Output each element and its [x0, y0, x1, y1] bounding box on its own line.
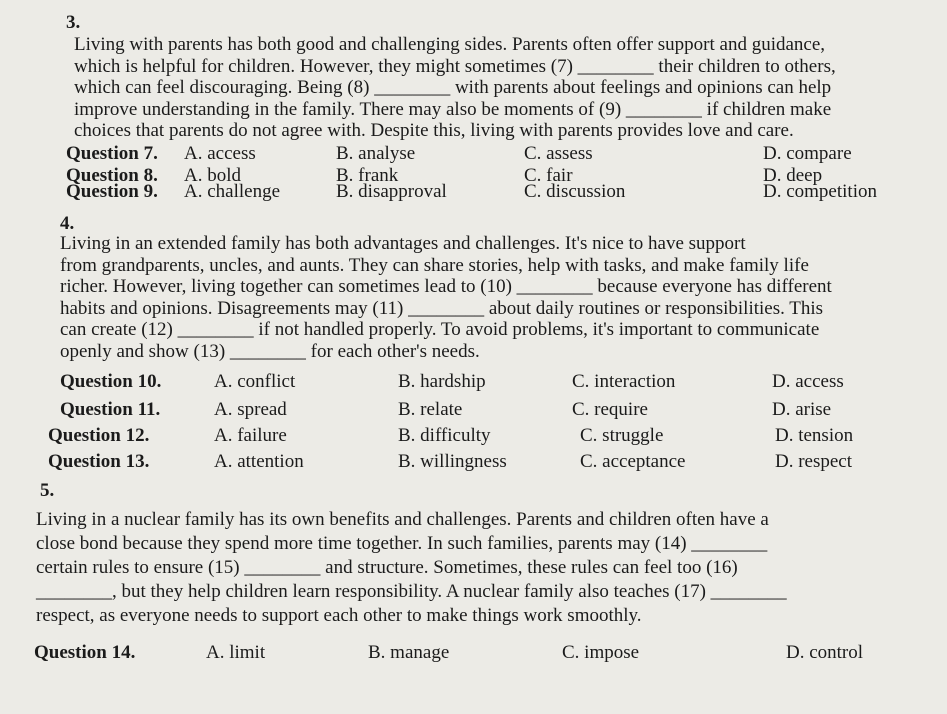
passage-line: Living with parents has both good and challenging sides. Parents often offer support and guidance,: [74, 34, 826, 55]
passage-line: ________, but they help children learn responsibility. A nuclear family also teaches (17) ________: [36, 581, 787, 602]
passage-line: habits and opinions. Disagreements may (11) ________ about daily routines or responsibilities. This: [60, 297, 824, 319]
option-a[interactable]: A. limit: [206, 642, 266, 663]
question-label: Question 10.: [60, 371, 162, 392]
passage-line: richer. However, living together can sometimes lead to (10) ________ because everyone has different: [60, 276, 832, 298]
option-b[interactable]: B. disapproval: [336, 181, 447, 202]
option-c[interactable]: C. interaction: [572, 371, 676, 392]
section-number: 5.: [40, 480, 55, 501]
passage-line: Living in an extended family has both advantages and challenges. It's nice to have support: [60, 233, 746, 254]
option-c[interactable]: C. discussion: [524, 181, 626, 202]
passage-line: respect, as everyone needs to support each other to make things work smoothly.: [36, 605, 642, 626]
option-b[interactable]: B. relate: [398, 399, 463, 420]
option-b[interactable]: B. willingness: [398, 451, 507, 472]
question-label: Question 9.: [66, 181, 158, 202]
option-d[interactable]: D. arise: [772, 399, 832, 420]
passage-5: [36, 508, 787, 628]
passage-line: choices that parents do not agree with. Despite this, living with parents provides love and care.: [74, 120, 794, 142]
passage-line: close bond because they spend more time together. In such families, parents may (14) ________: [36, 533, 768, 554]
question-label: Question 12.: [48, 425, 150, 446]
option-a[interactable]: A. challenge: [184, 181, 281, 202]
option-d[interactable]: D. competition: [763, 181, 877, 202]
option-a[interactable]: A. bold: [184, 165, 241, 186]
option-a[interactable]: A. attention: [214, 451, 304, 472]
option-b[interactable]: B. manage: [368, 642, 450, 663]
option-a[interactable]: A. spread: [214, 399, 287, 420]
option-d[interactable]: D. respect: [775, 451, 853, 472]
passage-4: [60, 233, 832, 363]
question-label: Question 11.: [60, 399, 161, 420]
option-c[interactable]: C. require: [572, 399, 648, 420]
option-a[interactable]: A. conflict: [214, 371, 296, 392]
passage-line: improve understanding in the family. There may also be moments of (9) ________ if children make: [74, 98, 832, 120]
option-a[interactable]: A. access: [184, 143, 256, 164]
question-label: Question 13.: [48, 451, 150, 472]
option-c[interactable]: C. impose: [562, 642, 640, 663]
option-c[interactable]: C. assess: [524, 143, 593, 164]
option-a[interactable]: A. failure: [214, 425, 287, 446]
option-c[interactable]: C. struggle: [580, 425, 664, 446]
option-b[interactable]: B. analyse: [336, 143, 416, 164]
option-b[interactable]: B. frank: [336, 165, 399, 186]
option-b[interactable]: B. hardship: [398, 371, 486, 392]
option-d[interactable]: D. control: [786, 642, 864, 663]
option-c[interactable]: C. fair: [524, 165, 573, 186]
passage-line: openly and show (13) ________ for each other's needs.: [60, 340, 480, 362]
option-d[interactable]: D. compare: [763, 143, 852, 164]
section-number: 3.: [66, 12, 81, 33]
option-d[interactable]: D. access: [772, 371, 844, 392]
option-d[interactable]: D. tension: [775, 425, 854, 446]
passage-line: certain rules to ensure (15) ________ and structure. Sometimes, these rules can feel too (16): [36, 557, 738, 578]
section-number: 4.: [60, 213, 75, 234]
option-b[interactable]: B. difficulty: [398, 425, 491, 446]
passage-line: can create (12) ________ if not handled properly. To avoid problems, it's important to communicate: [60, 319, 820, 341]
question-label: Question 14.: [34, 642, 136, 663]
passage-line: Living in a nuclear family has its own benefits and challenges. Parents and children often have a: [36, 509, 769, 530]
passage-line: from grandparents, uncles, and aunts. They can share stories, help with tasks, and make family life: [60, 254, 809, 276]
option-d[interactable]: D. deep: [763, 165, 823, 186]
passage-line: which can feel discouraging. Being (8) ________ with parents about feelings and opinions can help: [74, 77, 832, 99]
passage-3: [74, 34, 836, 142]
question-label: Question 7.: [66, 143, 158, 164]
passage-line: which is helpful for children. However, they might sometimes (7) ________ their children to others,: [74, 55, 836, 77]
option-c[interactable]: C. acceptance: [580, 451, 686, 472]
question-label: Question 8.: [66, 165, 158, 186]
